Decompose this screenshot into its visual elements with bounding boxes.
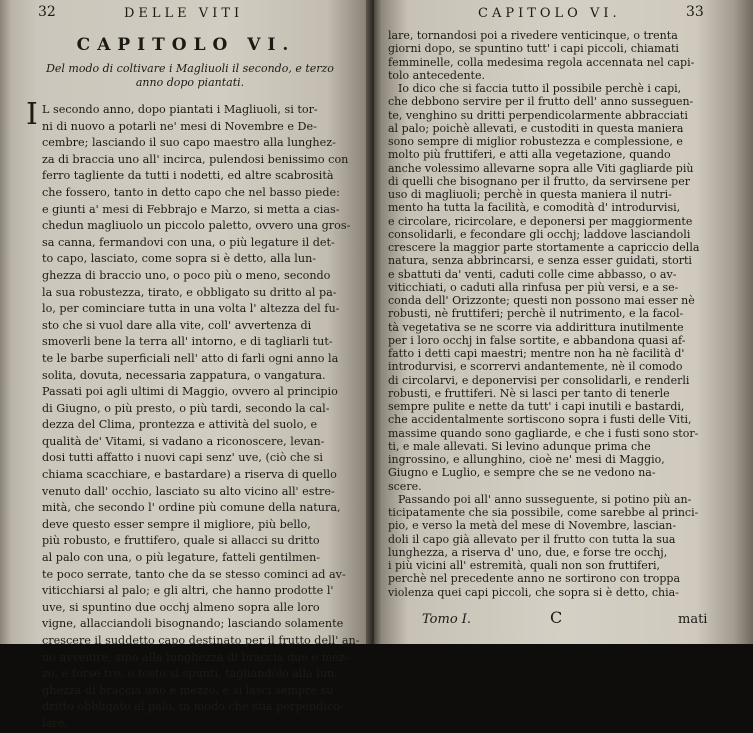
text-line: più robusto, e fruttifero, quale si allacci su dritto [42,534,320,548]
running-head-right: CAPITOLO VI. [478,6,621,21]
text-line: e circolare, ricircolare, e deponersi per maggiormente [388,214,693,228]
text-line: venuto dall' occhio, lasciato su alto vicino all' estre- [42,484,335,498]
text-line: dezza del Clima, prontezza e attività del suolo, e [42,418,318,432]
text-line: e sbattuti da' venti, caduti colle cime abbasso, o av- [388,267,677,281]
text-line: te poco serrate, tanto che da se stesso cominci ad av- [42,567,346,581]
text-line: consolidarli, e fecondare gli occhj; laddove lasciandoli [388,227,691,241]
text-line: Passando poi all' anno susseguente, si potino più an- [398,492,692,506]
text-line: ingrossino, e allunghino, cioè ne' mesi di Maggio, [388,453,665,466]
text-line: Io dico che si faccia tutto il possibile perchè i capi, [398,82,682,95]
text-line: uve, si spuntino due occhj almeno sopra alle loro [42,600,320,614]
right-text-block [388,29,730,599]
text-line: viticchiati, o caduti alla rinfusa per più versi, e a se- [388,280,679,294]
text-line: deve questo esser sempre il migliore, più bello, [42,517,311,531]
text-line: to capo, lasciato, come sopra si è detto, alla lun- [42,252,317,266]
left-text-block [42,102,360,733]
text-line: sto che si vuol dare alla vite, coll' avvertenza di [42,318,312,332]
text-line: fatto i detti capi maestri; mentre non ha nè facilità d' [388,347,685,360]
text-line: lunghezza, a riserva d' uno, due, e forse tre occhj, [388,545,668,559]
text-line: violenza quei capi piccoli, che sopra si è detto, chia- [388,585,679,599]
text-line: za di braccia uno all' incirca, pulendosi benissimo con [42,152,349,166]
text-line: doli il capo già allevato per il frutto con tutta la sua [388,532,676,546]
text-line: lare, tornandosi poi a rivedere venticinque, o trenta [388,29,678,42]
text-line: Passati poi agli ultimi di Maggio, ovvero al principio [42,385,338,399]
text-line: dritto obbligato al palo, in modo che stia perpendico- [42,700,344,714]
text-line: di quelli che bisognano per il frutto, da servirsene per [388,174,690,188]
text-line: di circolarvi, e deponervisi per consolidarli, e renderli [388,373,690,387]
text-line: Giugno e Luglio, e sempre che se ne vedono na- [388,466,656,480]
page-number-right: 33 [686,4,704,20]
text-line: introdurvisi, e scorrervi andantemente, nè il comodo [388,360,683,374]
chapter-title: CAPITOLO VI. [76,35,296,55]
text-line: massime quando sono gagliarde, e che i fusti sono stor- [388,426,699,440]
text-line: ghezza di braccio uno, o poco più o meno, secondo [42,268,331,282]
text-line: te le barbe superficiali nell' atto di farli ogni anno la [42,351,339,365]
right-page [374,0,753,644]
text-line: ti, e male allevati. Si levino adunque prima che [388,439,651,453]
text-line: cembre; lasciando il suo capo maestro alla lunghez- [42,136,336,150]
text-line: anche volessimo allevarne sopra alle Viti gagliarde più [388,161,694,175]
text-line: i più vicini all' estremità, quali non son fruttiferi, [388,559,661,572]
text-line: conda dell' Orizzonte; questi non possono mai esser nè [388,294,695,307]
text-line: ferro tagliente da tutti i nodetti, ed altre scabrosità [42,169,334,183]
text-line: sa canna, fermandovi con una, o più legature il det- [42,235,335,249]
text-line: smoverli bene la terra all' intorno, e di tagliarli tut- [42,335,333,349]
text-line: perchè nel precedente anno ne sortirono con troppa [388,572,681,586]
page-number-left: 32 [38,4,56,20]
text-line: al palo con una, o più legature, fatteli gentilmen- [42,551,321,565]
text-line: sempre pulite e nette da tutt' i capi inutili e bastardi, [388,400,685,413]
running-head-left: DELLE VITI [124,6,244,21]
text-line: uso di magliuoli; perchè in questa maniera il nutri- [388,188,672,201]
text-line: robusti, e fruttiferi. Nè si lasci per tanto di tenerle [388,386,670,400]
text-line: tà vegetativa se ne scorre via addirittura inutilmente [388,320,684,334]
text-line: che fossero, tanto in detto capo che nel basso piede: [42,185,340,199]
text-line: lo, per cominciare tutta in una volta l' altezza del fu- [42,302,340,316]
text-line: giorni dopo, se spuntino tutt' i capi piccoli, chiamati [388,42,679,56]
text-line: L secondo anno, dopo piantati i Magliuoli, si tor- [42,103,318,116]
text-line: crescere il suddetto capo destinato per il frutto dell' an- [42,634,360,647]
text-line: zo, e forse tre, o tosto si spunti, tagliandolo alla lun- [42,667,339,681]
text-line: natura, senza abbrincarsi, e senza esser guidati, storti [388,254,692,268]
text-line: viticchiarsi al palo; e gli altri, che hanno prodotte l' [42,584,334,598]
text-line: che debbono servire per il frutto dell' anno susseguen- [388,95,694,109]
text-line: mento ha tutta la facilità, e comodità d' introdurvisi, [388,201,681,215]
left-page [0,0,372,730]
text-line: solita, dovuta, necessaria zappatura, o vangatura. [42,368,326,382]
text-line: di Giugno, o più presto, o più tardi, secondo la cal- [42,401,330,415]
text-line: chedun magliuolo un piccolo paletto, ovvero una gros- [42,219,351,233]
text-line: dosi tutti affatto i nuovi capi senz' uve, (ciò che si [42,451,323,465]
text-line: sono sempre di miglior robustezza e complessione, e [388,135,683,148]
text-line: ni di nuovo a potarli ne' mesi di Novembre e De- [42,119,317,133]
text-line: per i loro occhj in false sortite, e abbandona quasi af- [388,333,686,347]
text-line: lare, [42,716,68,730]
text-line: qualità de' Vitami, si vadano a riconoscere, levan- [42,434,325,448]
footer-catchword: mati [678,612,708,627]
text-line: al palo; poichè allevati, e custoditi in questa maniera [388,121,684,135]
text-line: vigne, allacciandoli bisognando; lasciando solamente [42,617,344,631]
text-line: chiama scacchiare, e bastardare) a riserva di quello [42,468,337,482]
text-line: femminelle, colla medesima regola accennata nel capi- [388,55,695,69]
text-line: molto più fruttiferi, e atti alla vegetazione, quando [388,148,671,162]
text-line: ghezza di braccia uno e mezzo, e si lasci sempre su [42,683,334,697]
text-line: mità, che secondo l' ordine più comune della natura, [42,501,341,515]
text-line: ticipatamente che sia possibile, come sarebbe al princi- [388,506,699,519]
text-line: no avvenire, sino alla lunghezza di braccia due e mez- [42,650,349,664]
text-line: crescere la maggior parte stortamente a capriccio della [388,241,700,254]
text-line: pio, e verso la metà del mese di Novembre, lascian- [388,519,677,533]
text-line: tolo antecedente. [388,68,485,82]
text-line: robusti, nè fruttiferi; perchè il nutrimento, e la facol- [388,307,684,321]
text-line: te, venghino su dritti perpendicolarmente abbracciati [388,108,688,122]
chapter-subtitle: Del modo di coltivare i Magliuoli il secondo, e terzo anno dopo piantati. [46,62,334,89]
footer-signature: Tomo I. [422,612,472,627]
footer-catchletter: C [550,608,563,627]
drop-cap: I [26,97,38,132]
text-line: e giunti a' mesi di Febbrajo e Marzo, si metta a cias- [42,202,340,216]
text-line: la sua robustezza, tirato, e obbligato su dritto al pa- [42,285,337,299]
text-line: scere. [388,479,422,493]
text-line: che accidentalmente sortiscono sopra i fusti delle Viti, [388,413,692,427]
